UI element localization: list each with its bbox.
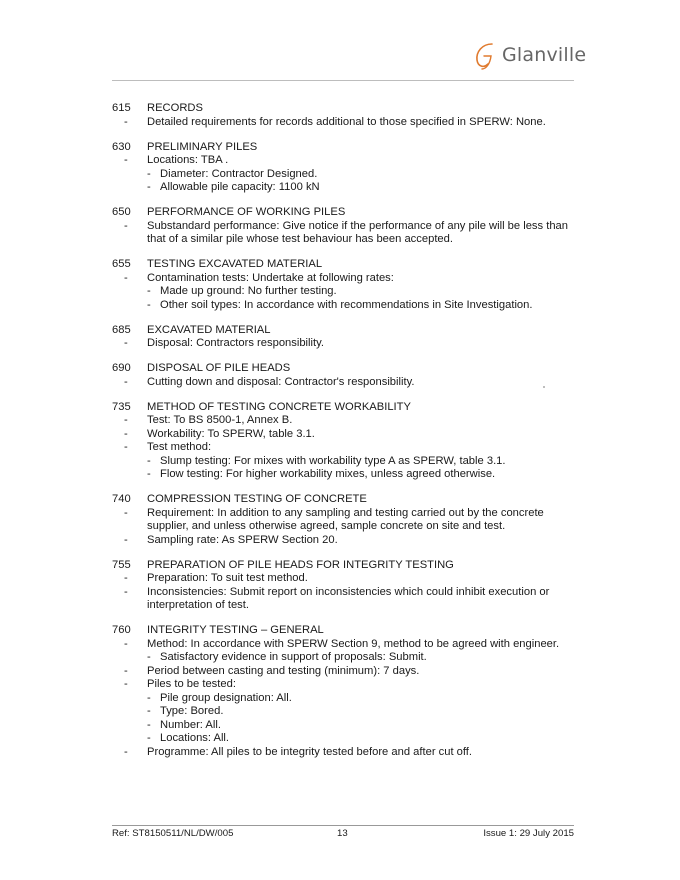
bullet-dash: - [124, 115, 128, 128]
clause-item-text: Cutting down and disposal: Contractor's responsibility. [147, 375, 415, 388]
clause-heading [0, 141, 680, 155]
clause-title: PERFORMANCE OF WORKING PILES [147, 206, 346, 218]
bullet-dash: - [124, 414, 128, 426]
bullet-dash: - [124, 271, 128, 284]
clause-heading [0, 324, 680, 338]
sub-bullet-dash: - [147, 181, 151, 193]
clause-item [0, 154, 680, 168]
clause-subitem-text: Diameter: Contractor Designed. [160, 167, 318, 180]
clause-item [0, 441, 680, 455]
clause-item-text: Contamination tests: Undertake at following rates: [147, 271, 394, 284]
bullet-dash: - [124, 533, 128, 546]
glanville-logo-icon [470, 40, 500, 70]
clause-item [0, 376, 680, 390]
clause-section [0, 258, 680, 312]
clause-item-text: Substandard performance: Give notice if the performance of any pile will be less than that of a similar pile whose test behaviour has been accepted. [147, 219, 569, 245]
clause-number: 655 [112, 258, 131, 270]
clause-number: 735 [112, 400, 131, 413]
sub-bullet-dash: - [147, 167, 151, 180]
clause-number: 650 [112, 206, 131, 218]
clause-subitem [0, 468, 680, 482]
clause-heading [0, 624, 680, 638]
clause-section [0, 401, 680, 482]
clause-subitem [0, 168, 680, 182]
document-body [0, 102, 680, 771]
clause-subitem-text: Other soil types: In accordance with recommendations in Site Investigation. [160, 298, 533, 311]
sub-bullet-dash: - [147, 732, 151, 744]
clause-item [0, 746, 680, 760]
clause-title: TESTING EXCAVATED MATERIAL [147, 258, 323, 270]
clause-item [0, 572, 680, 586]
sub-bullet-dash: - [147, 285, 151, 297]
clause-heading [0, 362, 680, 376]
sub-bullet-dash: - [147, 454, 151, 467]
clause-number: 630 [112, 140, 131, 153]
clause-heading [0, 493, 680, 507]
bullet-dash: - [124, 637, 128, 650]
bullet-dash: - [124, 337, 128, 349]
sub-bullet-dash: - [147, 691, 151, 704]
sub-bullet-dash: - [147, 651, 151, 663]
clause-item-text: Disposal: Contractors responsibility. [147, 337, 324, 349]
clause-number: 690 [112, 362, 131, 374]
page-number: 13 [337, 828, 348, 839]
clause-item [0, 116, 680, 130]
clause-subitem [0, 285, 680, 299]
bullet-dash: - [124, 745, 128, 758]
clause-subitem-text: Locations: All. [160, 732, 230, 744]
clause-item-text: Programme: All piles to be integrity tested before and after cut off. [147, 745, 473, 758]
page-header [0, 0, 680, 80]
clause-item-text: Preparation: To suit test method. [147, 572, 308, 584]
bullet-dash: - [124, 219, 128, 232]
clause-item-text: Sampling rate: As SPERW Section 20. [147, 533, 338, 546]
bullet-dash: - [124, 678, 128, 690]
clause-item [0, 428, 680, 442]
clause-item-text: Detailed requirements for records additional to those specified in SPERW: None. [147, 115, 546, 128]
sub-bullet-dash: - [147, 705, 151, 717]
clause-item-text: Piles to be tested: [147, 678, 236, 690]
clause-item [0, 507, 680, 534]
clause-number: 740 [112, 493, 131, 505]
clause-number: 615 [112, 102, 131, 114]
bullet-dash: - [124, 427, 128, 440]
bullet-dash: - [124, 572, 128, 584]
clause-subitem [0, 719, 680, 733]
clause-title: RECORDS [147, 102, 203, 114]
clause-heading [0, 559, 680, 573]
clause-item [0, 337, 680, 351]
clause-heading [0, 206, 680, 220]
clause-title: PREPARATION OF PILE HEADS FOR INTEGRITY TESTING [147, 558, 454, 571]
header-divider [112, 80, 574, 81]
clause-item [0, 638, 680, 652]
clause-section [0, 624, 680, 759]
clause-section [0, 141, 680, 195]
bullet-dash: - [124, 154, 128, 166]
clause-subitem-text: Pile group designation: All. [160, 691, 292, 704]
clause-subitem [0, 705, 680, 719]
clause-title: METHOD OF TESTING CONCRETE WORKABILITY [147, 400, 411, 413]
clause-number: 760 [112, 624, 131, 636]
clause-subitem-text: Number: All. [160, 718, 221, 731]
clause-item [0, 272, 680, 286]
clause-title: PRELIMINARY PILES [147, 140, 258, 153]
bullet-dash: - [124, 506, 128, 519]
clause-item-text: Test: To BS 8500-1, Annex B. [147, 414, 293, 426]
clause-item-text: Test method: [147, 441, 212, 453]
bullet-dash: - [124, 375, 128, 388]
company-logo [470, 40, 586, 70]
clause-subitem-text: Slump testing: For mixes with workability type A as SPERW, table 3.1. [160, 454, 506, 467]
clause-item-text: Inconsistencies: Submit report on inconsistencies which could inhibit execution or interpretation of test. [147, 585, 550, 611]
clause-item [0, 414, 680, 428]
clause-item-text: Workability: To SPERW, table 3.1. [147, 427, 315, 440]
sub-bullet-dash: - [147, 468, 151, 480]
clause-subitem [0, 692, 680, 706]
bullet-dash: - [124, 664, 128, 677]
clause-title: EXCAVATED MATERIAL [147, 323, 271, 336]
clause-subitem [0, 455, 680, 469]
clause-heading [0, 401, 680, 415]
document-reference: Ref: ST8150511/NL/DW/005 [112, 828, 234, 839]
clause-subitem [0, 732, 680, 746]
clause-heading [0, 102, 680, 116]
clause-section [0, 102, 680, 129]
clause-title: INTEGRITY TESTING – GENERAL [147, 624, 324, 636]
sub-bullet-dash: - [147, 718, 151, 731]
clause-item-text: Locations: TBA . [147, 154, 229, 166]
logo-text: Glanville [502, 44, 587, 66]
clause-item [0, 586, 680, 613]
clause-item [0, 534, 680, 548]
sub-bullet-dash: - [147, 298, 151, 311]
clause-subitem-text: Flow testing: For higher workability mixes, unless agreed otherwise. [160, 468, 496, 480]
clause-item [0, 665, 680, 679]
footer-divider [112, 825, 574, 826]
clause-subitem [0, 181, 680, 195]
clause-section [0, 206, 680, 247]
clause-subitem [0, 299, 680, 313]
bullet-dash: - [124, 441, 128, 453]
clause-section [0, 324, 680, 351]
clause-title: COMPRESSION TESTING OF CONCRETE [147, 493, 367, 505]
bullet-dash: - [124, 585, 128, 598]
issue-date: Issue 1: 29 July 2015 [483, 828, 574, 839]
clause-subitem-text: Satisfactory evidence in support of proposals: Submit. [160, 651, 427, 663]
clause-section [0, 559, 680, 613]
clause-number: 755 [112, 558, 131, 571]
clause-title: DISPOSAL OF PILE HEADS [147, 362, 291, 374]
clause-subitem-text: Type: Bored. [160, 705, 224, 717]
clause-subitem [0, 651, 680, 665]
clause-section [0, 362, 680, 389]
clause-item-text: Method: In accordance with SPERW Section 9, method to be agreed with engineer. [147, 637, 560, 650]
clause-item [0, 678, 680, 692]
clause-item-text: Period between casting and testing (minimum): 7 days. [147, 664, 420, 677]
clause-number: 685 [112, 323, 131, 336]
clause-subitem-text: Made up ground: No further testing. [160, 285, 337, 297]
clause-item [0, 220, 680, 247]
clause-item-text: Requirement: In addition to any sampling and testing carried out by the concrete supplier, and unless otherwise agreed, sample concrete on site and test. [147, 506, 544, 532]
clause-heading [0, 258, 680, 272]
clause-subitem-text: Allowable pile capacity: 1100 kN [160, 181, 320, 193]
clause-section [0, 493, 680, 547]
